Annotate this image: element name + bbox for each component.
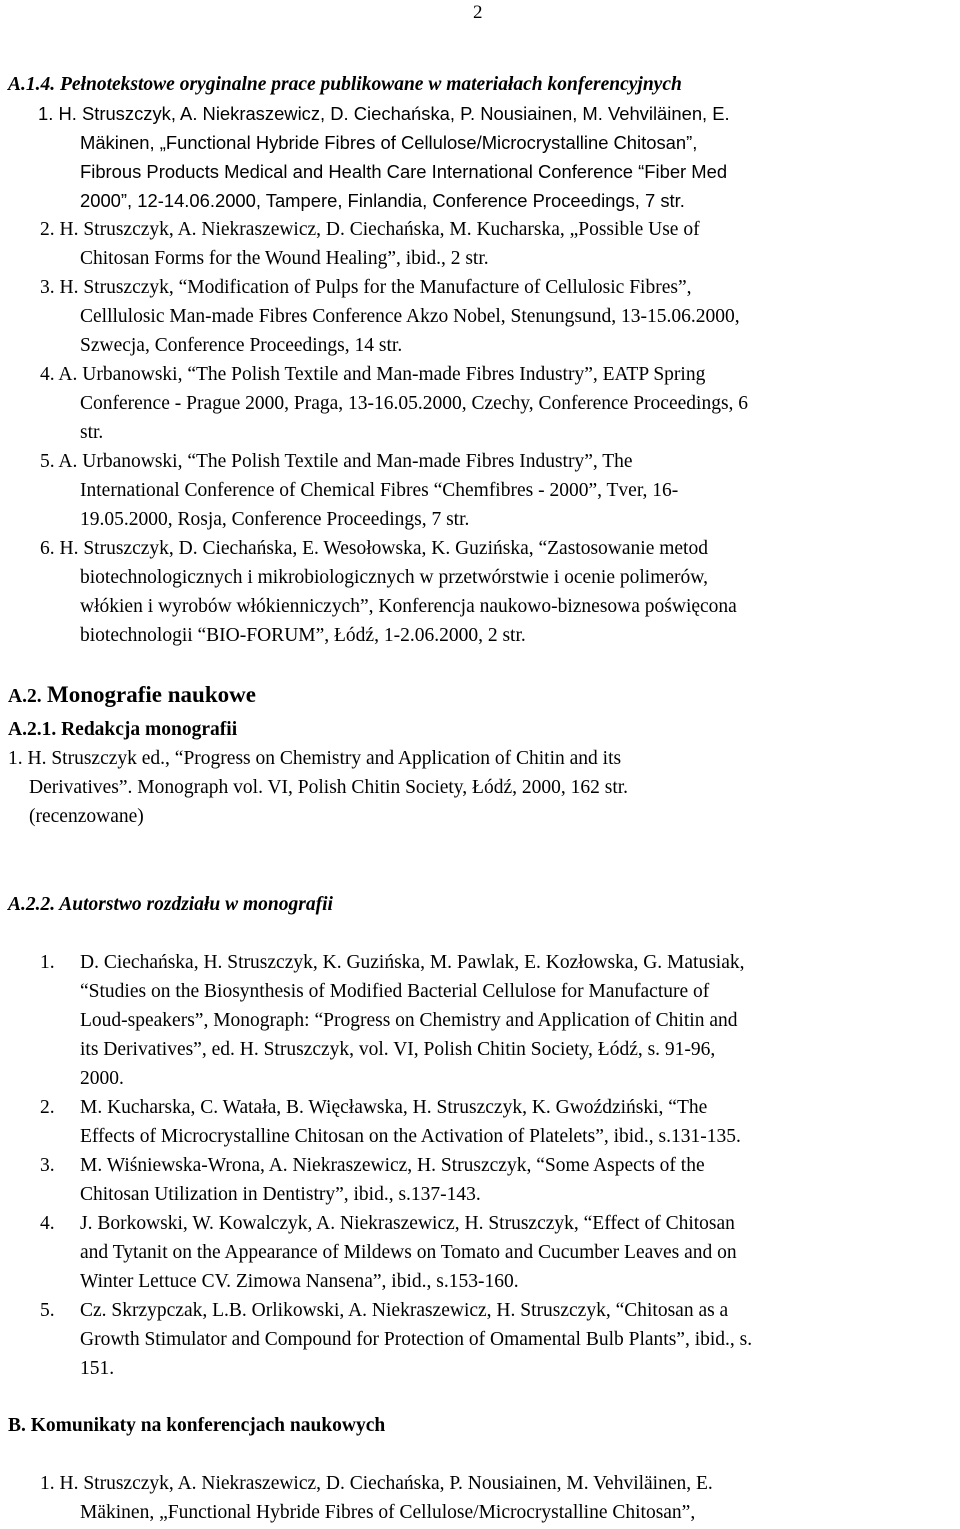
list-item-line: International Conference of Chemical Fibres “Chemfibres - 2000”, Tver, 16-: [80, 480, 679, 501]
list-item-line: Celllulosic Man-made Fibres Conference Akzo Nobel, Stenungsund, 13-15.06.2000,: [80, 306, 740, 327]
list-item-number: 1.: [40, 952, 55, 973]
section-heading-b: B. Komunikaty na konferencjach naukowych: [8, 1415, 386, 1436]
list-item-line: 1. H. Struszczyk, A. Niekraszewicz, D. Ciechańska, P. Nousiainen, M. Vehviläinen, E.: [38, 103, 730, 124]
list-item-line: M. Wiśniewska-Wrona, A. Niekraszewicz, H. Struszczyk, “Some Aspects of the: [80, 1155, 705, 1176]
list-item-line: (recenzowane): [29, 806, 144, 827]
list-item-line: Chitosan Utilization in Dentistry”, ibid., s.137-143.: [80, 1184, 481, 1205]
list-item-line: its Derivatives”, ed. H. Struszczyk, vol. VI, Polish Chitin Society, Łódź, s. 91-96,: [80, 1039, 716, 1060]
list-item-line: Conference - Prague 2000, Praga, 13-16.05.2000, Czechy, Conference Proceedings, 6: [80, 393, 749, 414]
list-item-line: D. Ciechańska, H. Struszczyk, K. Guzińska, M. Pawlak, E. Kozłowska, G. Matusiak,: [80, 952, 745, 973]
list-item-line: biotechnologicznych i mikrobiologicznych w przetwórstwie i ocenie polimerów,: [80, 567, 708, 588]
list-item-line: str.: [80, 422, 104, 443]
list-item-line: 19.05.2000, Rosja, Conference Proceedings, 7 str.: [80, 509, 470, 530]
list-item-number: 4.: [40, 1213, 55, 1234]
subsection-heading-a21: A.2.1. Redakcja monografii: [8, 719, 238, 740]
list-item-line: 2000”, 12-14.06.2000, Tampere, Finlandia, Conference Proceedings, 7 str.: [80, 190, 685, 211]
list-item-line: Mäkinen, „Functional Hybride Fibres of Cellulose/Microcrystalline Chitosan”,: [80, 1502, 696, 1523]
list-item-line: 3. H. Struszczyk, “Modification of Pulps for the Manufacture of Cellulosic Fibres”,: [40, 277, 692, 298]
list-item-line: M. Kucharska, C. Watała, B. Więcławska, H. Struszczyk, K. Gwoździński, “The: [80, 1097, 708, 1118]
section-number: A.2.: [8, 686, 42, 707]
list-item-line: Mäkinen, „Functional Hybride Fibres of Cellulose/Microcrystalline Chitosan”,: [80, 132, 698, 153]
list-item-line: Szwecja, Conference Proceedings, 14 str.: [80, 335, 403, 356]
list-item-line: Loud-speakers”, Monograph: “Progress on Chemistry and Application of Chitin and: [80, 1010, 738, 1031]
list-item-line: Growth Stimulator and Compound for Protection of Omamental Bulb Plants”, ibid., s.: [80, 1329, 753, 1350]
list-item-number: 3.: [40, 1155, 55, 1176]
list-item-line: Effects of Microcrystalline Chitosan on the Activation of Platelets”, ibid., s.131-135.: [80, 1126, 741, 1147]
section-heading-a2: [8, 683, 256, 709]
list-item-line: and Tytanit on the Appearance of Mildews on Tomato and Cucumber Leaves and on: [80, 1242, 737, 1263]
list-item-number: 2.: [40, 1097, 55, 1118]
page-number: 2: [473, 2, 483, 23]
subsection-heading-a22: A.2.2. Autorstwo rozdziału w monografii: [8, 894, 333, 915]
list-item-line: biotechnologii “BIO-FORUM”, Łódź, 1-2.06.2000, 2 str.: [80, 625, 526, 646]
section-title: Monografie naukowe: [47, 682, 256, 707]
list-item-line: Cz. Skrzypczak, L.B. Orlikowski, A. Niekraszewicz, H. Struszczyk, “Chitosan as a: [80, 1300, 729, 1321]
list-item-line: Derivatives”. Monograph vol. VI, Polish Chitin Society, Łódź, 2000, 162 str.: [29, 777, 629, 798]
list-item-line: włókien i wyrobów włókienniczych”, Konferencja naukowo-biznesowa poświęcona: [80, 596, 737, 617]
list-item-number: 5.: [40, 1300, 55, 1321]
list-item-line: J. Borkowski, W. Kowalczyk, A. Niekraszewicz, H. Struszczyk, “Effect of Chitosan: [80, 1213, 735, 1234]
list-item-line: 2. H. Struszczyk, A. Niekraszewicz, D. Ciechańska, M. Kucharska, „Possible Use of: [40, 219, 700, 240]
list-item-line: 1. H. Struszczyk ed., “Progress on Chemistry and Application of Chitin and its: [8, 748, 622, 769]
list-item-line: Chitosan Forms for the Wound Healing”, ibid., 2 str.: [80, 248, 489, 269]
list-item-line: Winter Lettuce CV. Zimowa Nansena”, ibid., s.153-160.: [80, 1271, 519, 1292]
section-heading-a14: A.1.4. Pełnotekstowe oryginalne prace publikowane w materiałach konferencyjnych: [8, 74, 682, 95]
list-item-line: “Studies on the Biosynthesis of Modified Bacterial Cellulose for Manufacture of: [80, 981, 710, 1002]
list-item-line: 5. A. Urbanowski, “The Polish Textile and Man-made Fibres Industry”, The: [40, 451, 633, 472]
list-item-line: 151.: [80, 1358, 115, 1379]
list-item-line: 6. H. Struszczyk, D. Ciechańska, E. Wesołowska, K. Guzińska, “Zastosowanie metod: [40, 538, 708, 559]
list-item-line: 2000.: [80, 1068, 124, 1089]
list-item-line: 1. H. Struszczyk, A. Niekraszewicz, D. Ciechańska, P. Nousiainen, M. Vehviläinen, E.: [40, 1473, 713, 1494]
list-item-line: 4. A. Urbanowski, “The Polish Textile and Man-made Fibres Industry”, EATP Spring: [40, 364, 706, 385]
list-item-line: Fibrous Products Medical and Health Care International Conference “Fiber Med: [80, 161, 728, 182]
